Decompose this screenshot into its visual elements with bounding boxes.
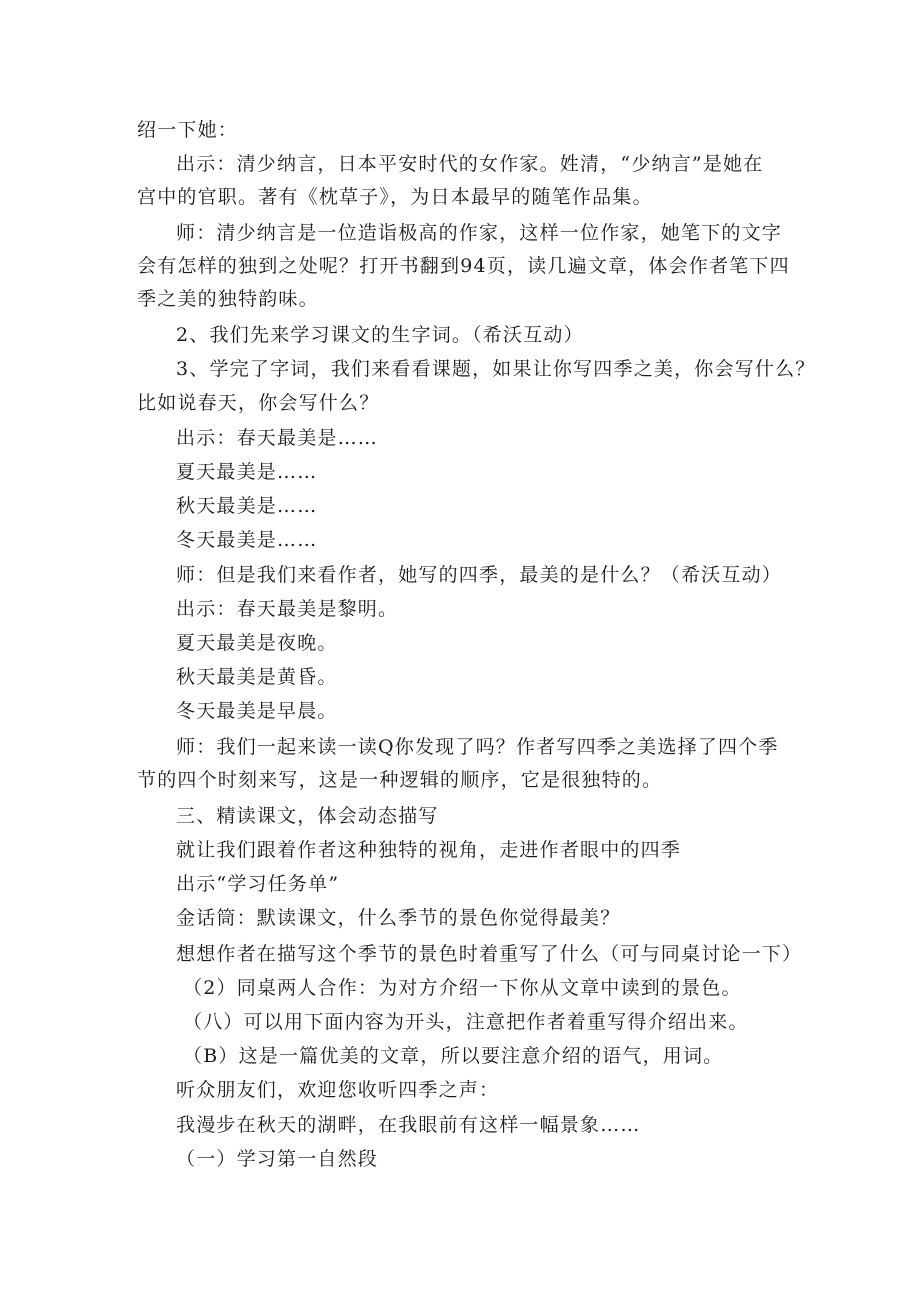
text-line: 出示“学习任务单” [176,873,340,895]
section-heading: 三、精读课文，体会动态描写 [176,805,439,827]
text-line: 冬天最美是…… [176,529,318,551]
text-line: 我漫步在秋天的湖畔，在我眼前有这样一幅景象…… [176,1114,641,1136]
text-line: （2）同桌两人合作：为对方介绍一下你从文章中读到的景色。 [183,977,742,999]
text-line: 出示：春天最美是黎明。 [176,598,399,620]
text-line: 师：我们一起来读一读Q你发现了吗？作者写四季之美选择了四个季 [176,736,779,758]
text-line: 师：但是我们来看作者，她写的四季，最美的是什么？（希沃互动） [176,564,783,586]
text-line: 冬天最美是早晨。 [176,700,338,722]
section-heading: （一）学习第一自然段 [176,1148,379,1170]
text-line: 会有怎样的独到之处呢？打开书翻到94页，读几遍文章，体会作者笔下四 [137,255,790,277]
text-line: （八）可以用下面内容为开头，注意把作者着重写得介绍出来。 [183,1011,749,1033]
text-line: 夏天最美是…… [176,461,318,483]
text-line: 就让我们跟着作者这种独特的视角，走进作者眼中的四季 [176,839,682,861]
text-line: 3、学完了字词，我们来看看课题，如果让你写四季之美，你会写什么？ [176,358,816,380]
text-line: 秋天最美是…… [176,495,318,517]
text-line: 秋天最美是黄昏。 [176,666,338,688]
text-line: 节的四个时刻来写，这是一种逻辑的顺序，它是很独特的。 [137,769,663,791]
text-line: 出示：清少纳言，日本平安时代的女作家。姓清，“少纳言”是她在 [176,153,764,175]
text-line: 比如说春天，你会写什么？ [137,392,380,414]
text-line: 绍一下她： [137,119,239,141]
text-line: 想想作者在描写这个季节的景色时着重写了什么（可与同桌讨论一下） [176,943,803,965]
text-line: 出示：春天最美是…… [176,427,379,449]
text-line: （B）这是一篇优美的文章，所以要注意介绍的语气，用词。 [183,1045,724,1067]
text-line: 师：清少纳言是一位造诣极高的作家，这样一位作家，她笔下的文字 [176,222,783,244]
text-line: 季之美的独特韵味。 [137,288,319,310]
text-line: 宫中的官职。著有《枕草子》，为日本最早的随笔作品集。 [137,186,653,208]
text-line: 金话筒：默读课文，什么季节的景色你觉得最美？ [176,907,621,929]
text-line: 2、我们先来学习课文的生字词。（希沃互动） [176,324,584,346]
text-line: 夏天最美是夜晚。 [176,632,338,654]
text-line: 听众朋友们，欢迎您收听四季之声： [176,1079,500,1101]
